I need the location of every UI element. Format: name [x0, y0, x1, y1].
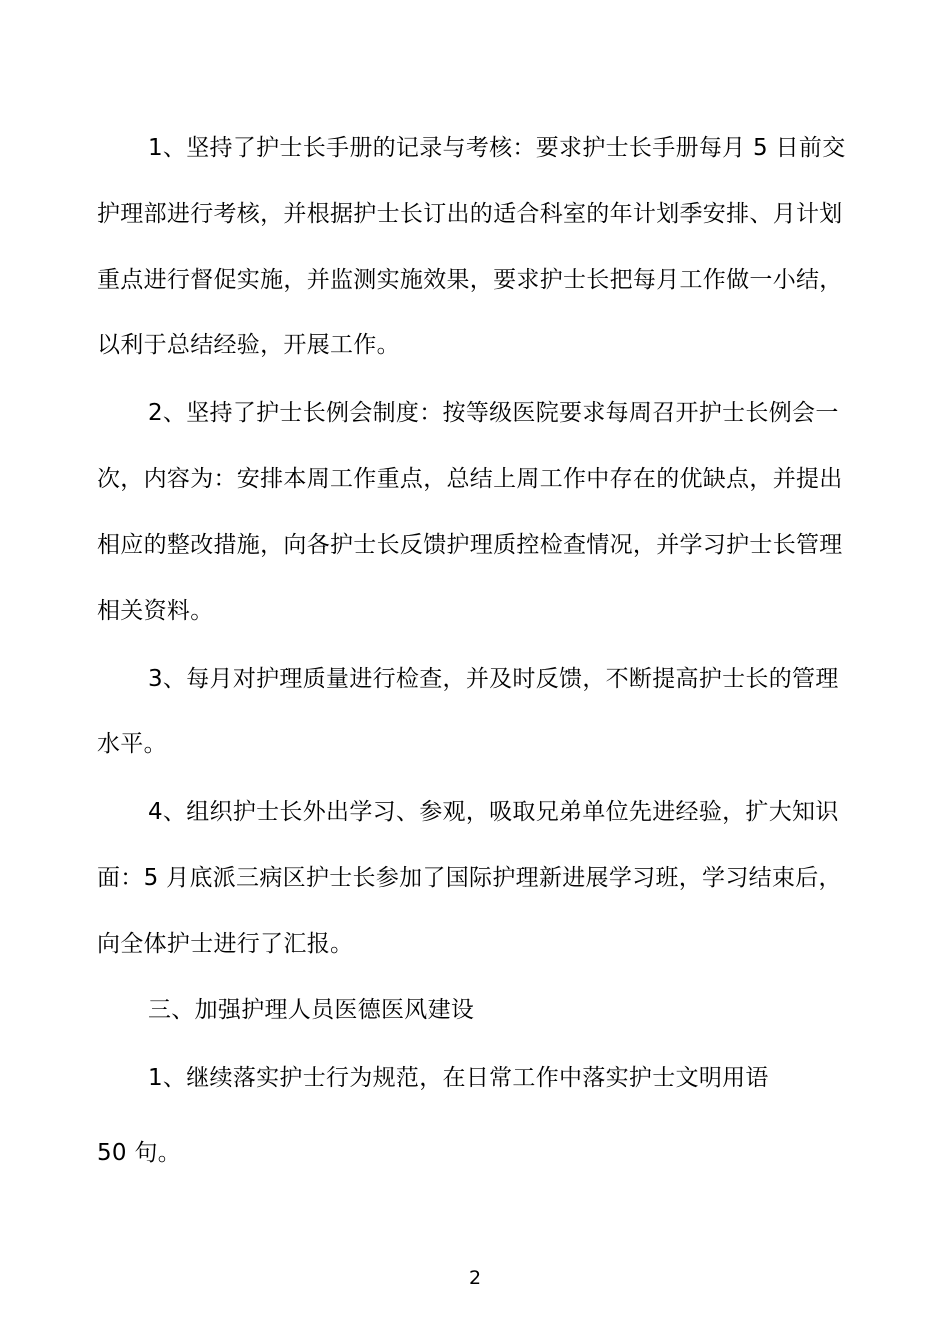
paragraph-1-line-2: 护理部进行考核，并根据护士长订出的适合科室的年计划季安排、月计划: [97, 201, 843, 227]
paragraph-1-line-4: 以利于总结经验，开展工作。: [97, 332, 400, 358]
paragraph-4-line-2: 面：5 月底派三病区护士长参加了国际护理新进展学习班，学习结束后，: [97, 865, 842, 891]
paragraph-4-line-1: 4、组织护士长外出学习、参观，吸取兄弟单位先进经验，扩大知识: [148, 799, 839, 825]
page-number: 2: [468, 1267, 482, 1289]
paragraph-2-line-2: 次，内容为：安排本周工作重点，总结上周工作中存在的优缺点，并提出: [97, 466, 843, 492]
paragraph-5-line-1: 1、继续落实护士行为规范，在日常工作中落实护士文明用语: [148, 1065, 769, 1091]
paragraph-3-line-2: 水平。: [97, 731, 167, 757]
paragraph-2-line-4: 相关资料。: [97, 598, 214, 624]
paragraph-4-line-3: 向全体护士进行了汇报。: [97, 931, 354, 957]
paragraph-1-line-1: 1、坚持了护士长手册的记录与考核：要求护士长手册每月 5 日前交: [148, 135, 846, 161]
paragraph-3-line-1: 3、每月对护理质量进行检查，并及时反馈，不断提高护士长的管理: [148, 666, 839, 692]
section-heading: 三、加强护理人员医德医风建设: [148, 997, 475, 1023]
paragraph-5-line-2: 50 句。: [97, 1140, 182, 1166]
paragraph-2-line-1: 2、坚持了护士长例会制度：按等级医院要求每周召开护士长例会一: [148, 400, 839, 426]
paragraph-1-line-3: 重点进行督促实施，并监测实施效果，要求护士长把每月工作做一小结，: [97, 267, 843, 293]
paragraph-2-line-3: 相应的整改措施，向各护士长反馈护理质控检查情况，并学习护士长管理: [97, 532, 843, 558]
